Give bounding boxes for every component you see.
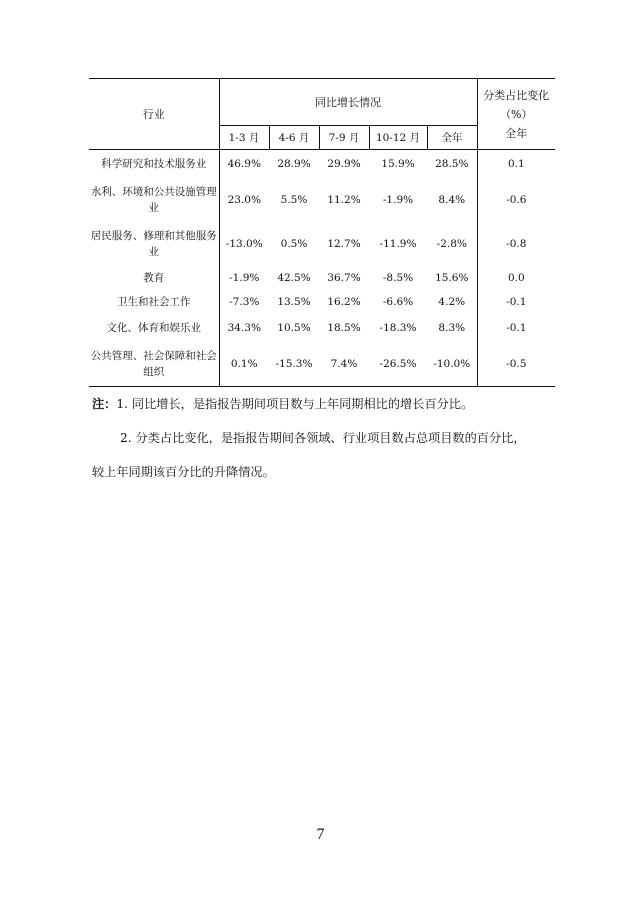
table-row bbox=[89, 342, 555, 387]
value-q3: 7.4% bbox=[319, 342, 369, 387]
note-2-continued: 较上年同期该百分比的升降情况。 bbox=[92, 465, 275, 479]
industry-name: 卫生和社会工作 bbox=[89, 290, 219, 314]
value-q1: -13.0% bbox=[225, 238, 263, 250]
value-q1: -7.3% bbox=[229, 296, 260, 308]
note-1-text: 1. 同比增长，是指报告期间项目数与上年同期相比的增长百分比。 bbox=[116, 397, 474, 411]
value-share-change: 0.1 bbox=[507, 158, 525, 170]
industry-name: 科学研究和技术服务业 bbox=[89, 150, 219, 179]
header-share-change-period: 全年 bbox=[505, 126, 528, 140]
value-share-change: -0.1 bbox=[506, 322, 527, 334]
value-year: -2.8% bbox=[427, 222, 477, 266]
value-q4: 15.9% bbox=[381, 158, 415, 170]
value-q1: 0.1% bbox=[219, 342, 269, 387]
value-q4: -11.9% bbox=[379, 238, 417, 250]
value-year: 8.3% bbox=[427, 314, 477, 342]
value-year: 8.4% bbox=[427, 178, 477, 222]
header-quarter-3: 7-9 月 bbox=[319, 126, 369, 150]
value-q2: 13.5% bbox=[277, 296, 311, 308]
value-q1: 23.0% bbox=[227, 194, 261, 206]
header-industry: 行业 bbox=[89, 79, 219, 150]
table-row bbox=[89, 178, 555, 222]
value-q1: -1.9% bbox=[229, 272, 260, 284]
value-q1: 46.9% bbox=[227, 158, 261, 170]
industry-name: 文化、体育和娱乐业 bbox=[89, 314, 219, 342]
header-quarter-1: 1-3 月 bbox=[219, 126, 269, 150]
table-row bbox=[89, 222, 555, 266]
value-share-change: 0.0 bbox=[507, 272, 525, 284]
value-q1: 34.3% bbox=[227, 322, 261, 334]
value-q2: -15.3% bbox=[269, 342, 319, 387]
value-q2: 42.5% bbox=[277, 272, 311, 284]
value-year: -10.0% bbox=[427, 342, 477, 387]
value-q3: 11.2% bbox=[327, 194, 361, 206]
table-row bbox=[89, 314, 555, 342]
header-share-change bbox=[477, 79, 555, 150]
header-quarter-4: 10-12 月 bbox=[369, 126, 427, 150]
industry-growth-table bbox=[89, 78, 555, 387]
value-q2: 28.9% bbox=[277, 158, 311, 170]
value-share-change: -0.5 bbox=[477, 342, 555, 387]
header-yoy-growth: 同比增长情况 bbox=[219, 79, 477, 126]
value-year: 15.6% bbox=[427, 266, 477, 290]
table-row bbox=[89, 290, 555, 314]
value-year: 28.5% bbox=[427, 150, 477, 179]
value-share-change: -0.1 bbox=[506, 296, 527, 308]
note-2: 2. 分类占比变化，是指报告期间各领域、行业项目数占总项目数的百分比， bbox=[120, 431, 526, 445]
value-q3: 29.9% bbox=[327, 158, 361, 170]
value-q2: 5.5% bbox=[280, 194, 308, 206]
header-share-change-title: 分类占比变化 bbox=[483, 88, 550, 102]
note-lead: 注： bbox=[92, 397, 117, 411]
value-q3: 12.7% bbox=[327, 238, 361, 250]
page-number: 7 bbox=[316, 826, 325, 843]
header-quarter-2: 4-6 月 bbox=[269, 126, 319, 150]
value-q4: -8.5% bbox=[382, 272, 414, 284]
industry-name: 水利、环境和公共设施管理业 bbox=[89, 178, 219, 222]
value-share-change: -0.8 bbox=[506, 238, 527, 250]
value-q4: -1.9% bbox=[382, 194, 414, 206]
value-q2: 10.5% bbox=[277, 322, 311, 334]
value-q4: -18.3% bbox=[379, 322, 417, 334]
industry-name: 教育 bbox=[89, 266, 219, 290]
industry-name: 居民服务、修理和其他服务业 bbox=[89, 222, 219, 266]
value-q2: 0.5% bbox=[280, 238, 308, 250]
industry-name: 公共管理、社会保障和社会组织 bbox=[89, 342, 219, 387]
value-q4: -6.6% bbox=[382, 296, 414, 308]
table-row bbox=[89, 266, 555, 290]
note-1 bbox=[92, 396, 473, 412]
header-share-change-unit: （%） bbox=[500, 107, 533, 121]
value-q3: 16.2% bbox=[327, 296, 361, 308]
header-full-year: 全年 bbox=[427, 126, 477, 150]
table-row bbox=[89, 150, 555, 179]
value-q4: -26.5% bbox=[369, 342, 427, 387]
value-q3: 36.7% bbox=[327, 272, 361, 284]
value-q3: 18.5% bbox=[327, 322, 361, 334]
value-year: 4.2% bbox=[427, 290, 477, 314]
value-share-change: -0.6 bbox=[506, 194, 527, 206]
